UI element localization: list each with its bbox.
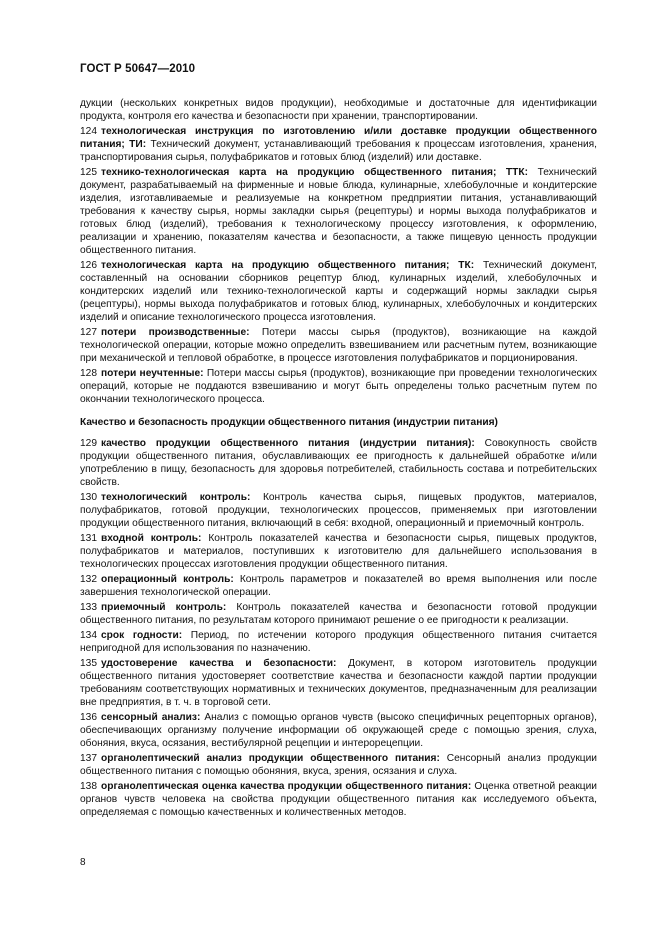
entry-term: сенсорный анализ: bbox=[101, 712, 201, 723]
definition-entry bbox=[80, 711, 597, 750]
definition-entry bbox=[80, 259, 597, 324]
entry-definition: Контроль показателей качества и безопасности готовой продукции общественного питания, по результатам которого принимают решение о ее пригодности к реализации. bbox=[80, 602, 597, 626]
entry-definition: Технический документ, разрабатываемый на фирменные и новые блюда, кулинарные, хлебобулочные и кондитерские изделия, изготавливаемые и реализуемые на конкретном предприятии питания, устанавливающий требования к качеству сырья, нормы закладки сырья (рецептуры) и нормы выхода полуфабрикатов и готовых блюд (изделий), требования к технологическому процессу изготовления, к оформлению, реализации и хранению, показателям качества и безопасности, а также пищевую ценность продукции общественного питания. bbox=[80, 167, 597, 256]
entry-number: 134 bbox=[80, 630, 97, 641]
entry-term: входной контроль: bbox=[101, 533, 202, 544]
section-heading: Качество и безопасность продукции общественного питания (индустрии питания) bbox=[80, 417, 498, 428]
entry-number: 138 bbox=[80, 781, 97, 792]
entry-term: органолептическая оценка качества продукции общественного питания: bbox=[101, 781, 472, 792]
entry-number: 130 bbox=[80, 492, 97, 503]
definition-entry bbox=[80, 573, 597, 599]
entries-group-a bbox=[80, 125, 597, 406]
entry-definition: Контроль показателей качества и безопасности сырья, пищевых продуктов, полуфабрикатов и материалов, поступивших к изготовителю для дальнейшего использования в технологических процессах изготовления продукции общественного питания. bbox=[80, 533, 597, 570]
definition-entry bbox=[80, 367, 597, 406]
page-number: 8 bbox=[80, 857, 86, 868]
entry-term: приемочный контроль: bbox=[101, 602, 227, 613]
entry-number: 128 bbox=[80, 368, 97, 379]
definition-entry bbox=[80, 166, 597, 257]
entry-definition: Анализ с помощью органов чувств (высоко специфичных рецепторных органов), обеспечивающих организму получение информации об окружающей среде с помощью зрения, слуха, обоняния, вкуса, осязания, вестибулярной рецепции и интерорецепции. bbox=[80, 712, 597, 749]
entry-definition: Технический документ, составленный на основании сборников рецептур блюд, кулинарных изделий, хлебобулочных и кондитерских изделий или технико-технологической карты и содержащий нормы закладки сырья (рецептуры), нормы выхода полуфабрикатов и готовых блюд, кулинарных, хлебобулочных и кондитерских изделий и описание технологического процесса изготовления. bbox=[80, 260, 597, 323]
entry-term: удостоверение качества и безопасности: bbox=[101, 658, 337, 669]
entry-definition: Контроль параметров и показателей во время выполнения или после завершения технологической операции. bbox=[80, 574, 597, 598]
definition-entry bbox=[80, 752, 597, 778]
entry-definition: Период, по истечении которого продукция общественного питания считается непригодной для использования по назначению. bbox=[80, 630, 597, 654]
entry-term: качество продукции общественного питания (индустрии питания): bbox=[101, 438, 475, 449]
entry-number: 135 bbox=[80, 658, 97, 669]
entry-definition: Документ, в котором изготовитель продукции общественного питания удостоверяет соответствие качества и безопасности каждой партии продукции требованиям соответствующих нормативных и технических документов, предназначенным для реализации вне предприятия, в т. ч. в торговой сети. bbox=[80, 658, 597, 708]
entry-term: технико-технологическая карта на продукцию общественного питания; ТТК: bbox=[101, 167, 528, 178]
entry-number: 132 bbox=[80, 574, 97, 585]
definition-entry bbox=[80, 629, 597, 655]
entry-definition: Потери массы сырья (продуктов), возникающие при проведении технологических операций, которые не поддаются взвешиванию и могут быть определены только расчетным путем по окончании технологического процесса. bbox=[80, 368, 597, 405]
entry-term: потери производственные: bbox=[101, 327, 250, 338]
entry-number: 124 bbox=[80, 126, 97, 137]
intro-paragraph: дукции (нескольких конкретных видов продукции), необходимые и достаточные для идентификации продукта, контроля его качества и безопасности при хранении, транспортировании. bbox=[80, 98, 597, 122]
entry-number: 137 bbox=[80, 753, 97, 764]
definition-entry bbox=[80, 657, 597, 709]
definition-entry bbox=[80, 532, 597, 571]
entry-term: органолептический анализ продукции общественного питания: bbox=[101, 753, 440, 764]
entry-number: 136 bbox=[80, 712, 97, 723]
entry-definition: Сенсорный анализ продукции общественного питания с помощью обоняния, вкуса, зрения, осязания и слуха. bbox=[80, 753, 597, 777]
entry-number: 133 bbox=[80, 602, 97, 613]
page-header-standard-number: ГОСТ Р 50647—2010 bbox=[80, 63, 196, 75]
entry-number: 125 bbox=[80, 167, 97, 178]
entry-term: технологическая карта на продукцию общественного питания; ТК: bbox=[101, 260, 475, 271]
entry-definition: Технический документ, устанавливающий требования к процессам изготовления, хранения, транспортирования сырья, полуфабрикатов и готовых блюд (изделий) или доставке. bbox=[80, 139, 597, 163]
entry-term: технологический контроль: bbox=[101, 492, 251, 503]
page-content bbox=[80, 97, 597, 821]
definition-entry bbox=[80, 601, 597, 627]
entry-term: срок годности: bbox=[101, 630, 183, 641]
definition-entry bbox=[80, 491, 597, 530]
entry-definition: Контроль качества сырья, пищевых продуктов, материалов, полуфабрикатов, готовой продукции, технологических процессов, применяемых при изготовлении продукции общественного питания, включающий в себя: входной, операционный и приемочный контроль. bbox=[80, 492, 597, 529]
entry-definition: Потери массы сырья (продуктов), возникающие на каждой технологической операции, которые можно определить взвешиванием или расчетным путем, возникающие при механической и тепловой обработке, в процессе изготовления полуфабрикатов и порционирования. bbox=[80, 327, 598, 364]
definition-entry bbox=[80, 437, 597, 489]
entry-term: потери неучтенные: bbox=[101, 368, 204, 379]
entry-number: 126 bbox=[80, 260, 97, 271]
entry-number: 127 bbox=[80, 327, 97, 338]
entry-definition: Оценка ответной реакции органов чувств человека на свойства продукции общественного питания как исследуемого объекта, определяемая с помощью качественных и количественных методов. bbox=[80, 781, 597, 818]
entry-definition: Совокупность свойств продукции общественного питания, обуславливающих ее пригодность к дальнейшей обработке и/или употреблению в пищу, безопасность для здоровья потребителей, стабильность состава и потребительских свойств. bbox=[80, 438, 597, 488]
entry-number: 129 bbox=[80, 438, 97, 449]
definition-entry bbox=[80, 326, 597, 365]
entry-term: операционный контроль: bbox=[101, 574, 234, 585]
definition-entry bbox=[80, 125, 597, 164]
entries-group-b bbox=[80, 437, 597, 819]
entry-number: 131 bbox=[80, 533, 97, 544]
definition-entry bbox=[80, 780, 597, 819]
entry-term: технологическая инструкция по изготовлению и/или доставке продукции общественного питания; ТИ: bbox=[80, 126, 597, 150]
